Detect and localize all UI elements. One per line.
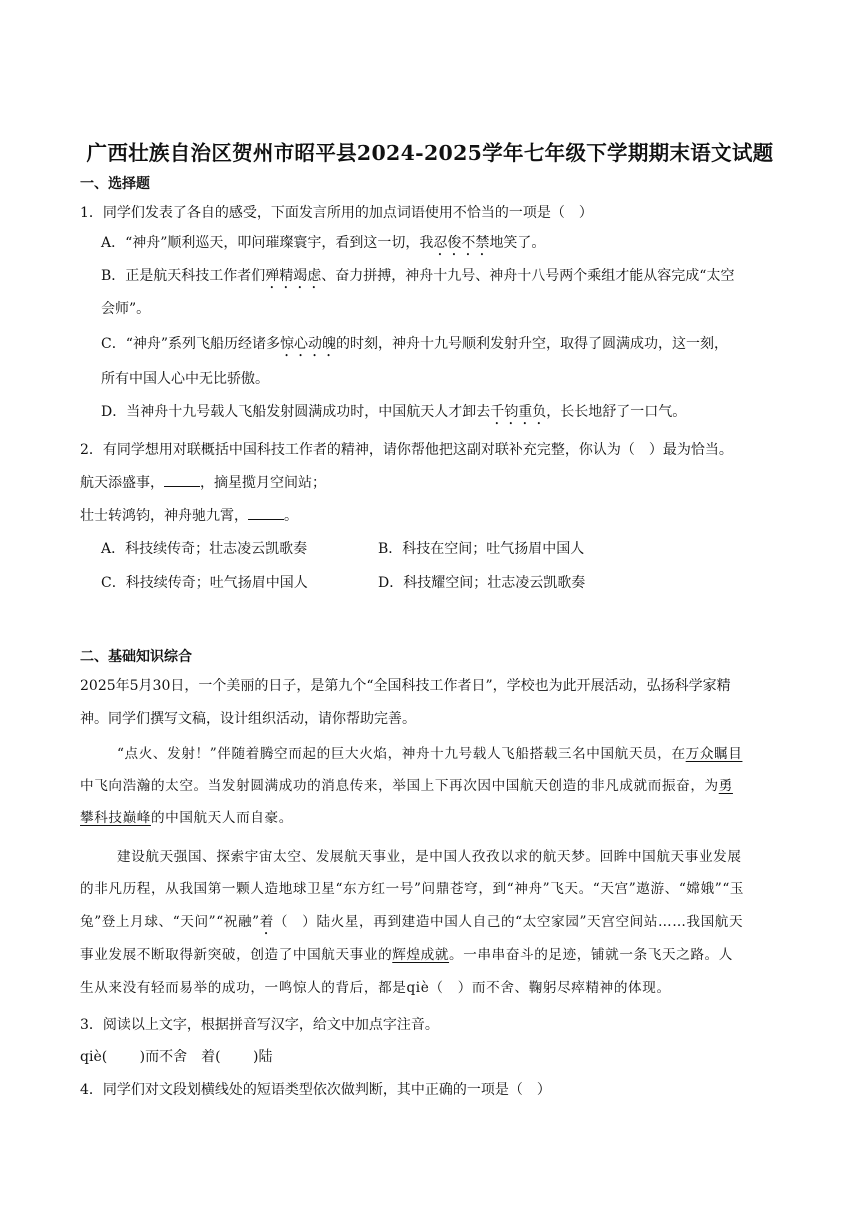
underlined-phrase: 万众瞩目 bbox=[685, 746, 743, 762]
passage-text: 事业发展不断取得新突破，创造了中国航天事业的 bbox=[80, 947, 393, 963]
passage-p2-line-4 bbox=[80, 945, 733, 965]
section-heading-knowledge: 二、基础知识综合 bbox=[80, 649, 192, 665]
passage-text: 兔”登上月球、“天问”“祝融” bbox=[80, 914, 260, 930]
section-heading-choice: 一、选择题 bbox=[80, 176, 150, 192]
option-text: ，长长地舒了一口气。 bbox=[546, 404, 687, 420]
passage-p1-line-3 bbox=[80, 808, 293, 828]
option-text: 、奋力拼搏，神舟十九号、神舟十八号两个乘组才能从容完成“太空 bbox=[321, 268, 735, 284]
option-text: A．“神舟”顺利巡天，叩问璀璨寰宇，看到这一切，我 bbox=[101, 235, 434, 251]
exam-title: 广西壮族自治区贺州市昭平县2024-2025学年七年级下学期期末语文试题 bbox=[86, 141, 774, 165]
underlined-phrase: 勇 bbox=[718, 778, 733, 794]
dotted-word: 着 bbox=[259, 914, 274, 930]
option-text: 地笑了。 bbox=[489, 235, 546, 251]
option-text: 的时刻，神舟十九号顺利发射升空，取得了圆满成功，这一刻， bbox=[336, 336, 729, 352]
couplet-text: 。 bbox=[284, 508, 298, 524]
underlined-phrase: 辉煌成就 bbox=[392, 947, 450, 963]
question-2-option-c: C．科技续传奇；吐气扬眉中国人 bbox=[101, 575, 308, 591]
dotted-word: 殚精竭虑 bbox=[265, 268, 322, 284]
question-1-option-c-cont: 所有中国人心中无比骄傲。 bbox=[101, 371, 269, 387]
question-1-option-b bbox=[101, 266, 734, 292]
question-1-stem: 1．同学们发表了各自的感受，下面发言所用的加点词语使用不恰当的一项是（ ） bbox=[80, 205, 593, 221]
couplet-text: ，摘星揽月空间站； bbox=[200, 475, 326, 491]
passage-text: 的中国航天人而自豪。 bbox=[150, 810, 293, 826]
couplet-text: 航天添盛事， bbox=[80, 475, 164, 491]
couplet-line-2 bbox=[80, 505, 298, 526]
question-2-option-b: B．科技在空间；吐气扬眉中国人 bbox=[378, 541, 585, 557]
passage-text: 中飞向浩瀚的太空。当发射圆满成功的消息传来，举国上下再次因中国航天创造的非凡成就而振奋，为 bbox=[80, 778, 719, 794]
passage-text: “点火、发射！”伴随着腾空而起的巨大火焰，神舟十九号载人飞船搭载三名中国航天员，在 bbox=[117, 746, 686, 762]
dotted-word: 惊心动魄 bbox=[280, 336, 337, 352]
question-1-option-a bbox=[101, 233, 545, 259]
passage-p2-line-1: 建设航天强国、探索宇宙太空、发展航天事业，是中国人孜孜以求的航天梦。回眸中国航天事业发展 bbox=[117, 849, 742, 865]
question-2-option-a: A．科技续传奇；壮志凌云凯歌奏 bbox=[101, 541, 308, 557]
couplet-text: 壮士转鸿钧，神舟驰九霄， bbox=[80, 508, 248, 524]
underlined-phrase: 攀科技巅峰 bbox=[80, 810, 151, 826]
question-1-option-b-cont: 会师”。 bbox=[101, 301, 151, 317]
question-2-option-d: D．科技耀空间；壮志凌云凯歌奏 bbox=[378, 575, 586, 591]
passage-text: （ ）陆火星，再到建造中国人自己的“太空家园”天宫空间站……我国航天 bbox=[273, 914, 744, 930]
question-3-answer-line[interactable]: qiè( )而不舍 着( )陆 bbox=[80, 1049, 273, 1065]
option-text: D．当神舟十九号载人飞船发射圆满成功时，中国航天人才卸去 bbox=[101, 404, 491, 420]
dotted-word: 忍俊不禁 bbox=[433, 235, 490, 251]
option-text: C．“神舟”系列飞船历经诸多 bbox=[101, 336, 281, 352]
question-2-stem: 2．有同学想用对联概括中国科技工作者的精神，请你帮他把这副对联补充完整，你认为（ ）最为恰当。 bbox=[80, 442, 733, 458]
question-1-option-d bbox=[101, 402, 686, 428]
passage-text: 。一串串奋斗的足迹，铺就一条飞天之路。人 bbox=[449, 947, 733, 963]
intro-line-2: 神。同学们撰写文稿，设计组织活动，请你帮助完善。 bbox=[80, 711, 416, 727]
question-3-stem: 3．阅读以上文字，根据拼音写汉字，给文中加点字注音。 bbox=[80, 1017, 439, 1033]
question-4-stem: 4．同学们对文段划横线处的短语类型依次做判断，其中正确的一项是（ ） bbox=[80, 1082, 551, 1098]
question-1-option-c bbox=[101, 334, 728, 360]
answer-blank[interactable] bbox=[164, 472, 200, 487]
option-text: B．正是航天科技工作者们 bbox=[101, 268, 266, 284]
passage-p2-line-3 bbox=[80, 912, 743, 938]
passage-p2-line-2: 的非凡历程，从我国第一颗人造地球卫星“东方红一号”问鼎苍穹，到“神舟”飞天。“天宫”遨游、“嫦娥”“玉 bbox=[80, 881, 745, 897]
answer-blank[interactable] bbox=[248, 505, 284, 520]
passage-p2-line-5: 生从来没有轻而易举的成功，一鸣惊人的背后，都是qiè（ ）而不舍、鞠躬尽瘁精神的体现。 bbox=[80, 980, 671, 996]
couplet-line-1 bbox=[80, 472, 326, 493]
passage-p1-line-1 bbox=[117, 744, 742, 764]
dotted-word: 千钧重负 bbox=[490, 404, 547, 420]
intro-line-1: 2025年5月30日，一个美丽的日子，是第九个“全国科技工作者日”，学校也为此开展活动，弘扬科学家精 bbox=[80, 678, 731, 694]
passage-p1-line-2 bbox=[80, 776, 733, 796]
